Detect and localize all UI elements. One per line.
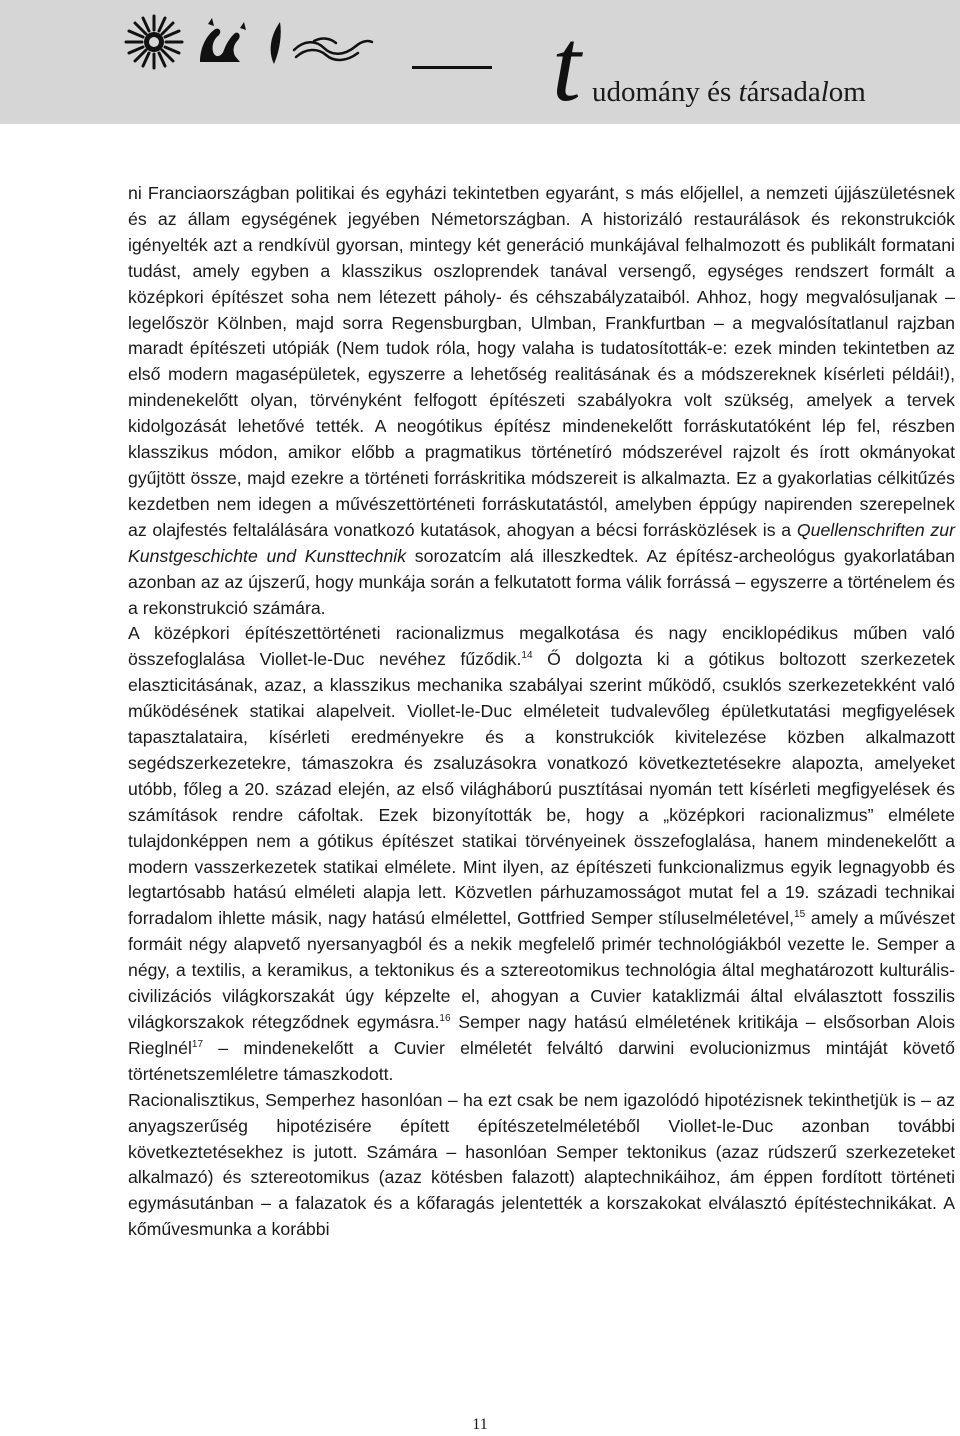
feather-icon [271,22,281,64]
article-body [128,181,955,1243]
text-run: amely a művészet formáit négy alapvető nyersanyagból és a nekik megfelelő primér technológiákból vezette le. Semper a négy, a textilis, a keramikus, a tektonikus és a sztereotomikus technológia által meghatározott kulturális-civilizációs világkorszakát úgy képzelte el, ahogyan a Cuvier kataklizmái által elválasztott fosszilis világkorszakok rétegződnek egymásra. [128,908,955,1032]
paragraph [128,621,955,1087]
text-run: Ő dolgozta ki a gótikus boltozott szerkezetek elaszticitásának, azaz, a klasszikus mechanika szabályai szerint működő, csuklós szerkezetekként való működésének statikai alapelveit. Viollet-le-Duc elméleteit tudvalevőleg épületkutatási megfigyelések tapasztalataira, kísérleti eredményekre és a konstrukciók kivitelezése közben alkalmazott segédszerkezetekre, támaszokra és zsaluzásokra vonatkozó következtetésekre alapozta, amelyeket utóbb, főleg a 20. század elején, az első világháború pusztításai nyomán tett kísérleti megfigyelések és számítások rendre cáfoltak. Ezek bizonyították be, hogy a „középkori racionalizmus” elmélete tulajdonképpen nem a gótikus építészet statikai törvényeinek összefoglalása, hanem mindenekelőtt a modern vasszerkezetek statikai elmélete. Mint ilyen, az építészeti funkcionalizmus egyik legnagyobb és legtartósabb hatású elméleti alapja lett. Közvetlen párhuzamosságot mutat fel a 19. századi technikai forradalom ihlette másik, nagy hatású elmélettel, Gottfried Semper stíluselméletével, [128,649,955,929]
italic-title: Quellenschriften zur Kunstgeschichte und Kunsttechnik [128,519,956,566]
running-header [0,0,960,124]
section-initial-letter: t [552,8,581,123]
section-title: udomány és társadalom [592,76,866,108]
text-run: ni Franciaországban politikai és egyházi tekintetben egyaránt, s más előjellel, a nemzeti újjászületésnek és az állam egységének jegyében Németországban. A historizáló restaurálások és rekonstrukciók igényelték azt a rendkívül gyorsan, mintegy két generáció munkájával felhalmozott és publikált formatani tudást, amely egyben a klasszikus oszloprendek tanával versengő, egységes rendszert formált a középkori építészet soha nem létezett páholy- és céhszabályzataiból. Ahhoz, hogy megvalósuljanak – legelőször Kölnben, majd sorra Regensburgban, Ulmban, Frankfurtban – a megvalósítatlanul rajzban maradt építészeti utópiák (Nem tudok róla, hogy valaha is tudatosították-e: ezek minden tekintetben az első modern magasépületek, egyszerre a lehetőség realitásának és a módszereknek kísérleti példái!), mindenekelőtt olyan, törvényként felfogott építészeti szabályokra volt szükség, amelyek a tervek kidolgozását lehetővé tették. A neogótikus építész mindenekelőtt forráskutatóként lép fel, részben klasszikus módon, amikor előbb a pragmatikus történetíró módszerével rajzolt és írott okmányokat gyűjtött össze, majd ezekre a történeti forráskritika módszereit is alkalmazta. Ez a gyakorlatias célkitűzés kezdetben nem idegen a művészettörténeti forráskutatástól, amelyben éppúgy napirenden szerepelnek az olajfestés feltalálására vonatkozó kutatások, ahogyan a bécsi forrásközlések is a [128,183,955,540]
text-run: sorozatcím alá illeszkedtek. Az építész-archeológus gyakorlatában azonban az az újszerű, hogy munkája során a felkutatott forma válik forrássá – egyszerre a történelem és a rekonstrukció számára. [128,545,955,618]
text-run: A középkori építészettörténeti racionalizmus megalkotása és nagy enciklopédikus műben való összefoglalása Viollet-le-Duc nevéhez fűződik. [128,623,955,670]
swan-figures-icon [200,18,246,62]
decorative-ornaments [124,10,374,72]
paragraph [128,1088,955,1243]
footnote-ref: 17 [191,1038,204,1050]
page-number: 11 [472,1416,488,1433]
text-run: Semper nagy hatású elméletének kritikája – elsősorban Alois Rieglnél [128,1012,955,1058]
footnote-ref: 14 [521,650,533,662]
footnote-ref: 16 [439,1013,451,1024]
paragraph [128,181,955,621]
text-run: Racionalisztikus, Semperhez hasonlóan – ha ezt csak be nem igazolódó hipotézisnek tekinthetjük is – az anyagszerűség hipotézisére épített építészetelméletéből Viollet-le-Duc azonban további következtetésekhez is jutott. Számára – hasonlóan Semper tektonikus (azaz rúdszerű szerkezeteket alkalmazó) és sztereotomikus (azaz kötésben falazott) alaptechnikáihoz, ám éppen fordított történeti egymásutánban – a falazatok és a kőfaragás jelentették a korszakokat elválasztó építéstechnikákat. A kőművesmunka a korábbi [128,1089,955,1240]
header-rule [412,66,492,69]
wave-lines-icon [294,39,372,60]
text-run: – mindenekelőtt a Cuvier elméletét felváltó darwini evolucionizmus mintáját követő történetszemléletre támaszkodott. [128,1037,955,1084]
sunburst-icon [126,16,182,68]
footnote-ref: 15 [794,909,806,921]
